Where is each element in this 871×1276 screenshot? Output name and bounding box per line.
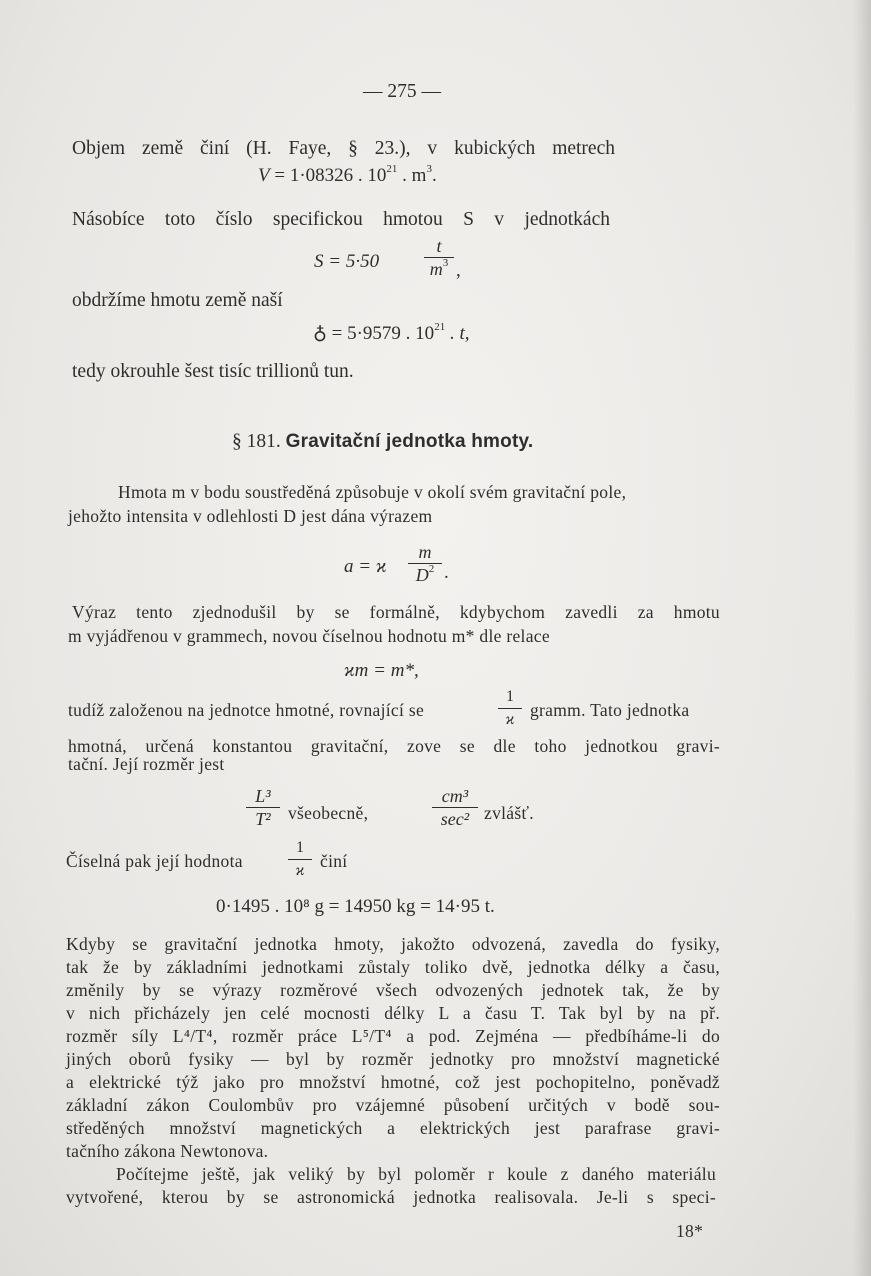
equation-volume: V = 1·08326 . $10^{21}$ . $m^3$. (258, 162, 437, 186)
text-line: Číselná pak její hodnota (66, 851, 243, 871)
text-line: Kdyby se gravitační jednotka hmoty, jakožto odvozená, zavedla do fysiky, (66, 934, 720, 954)
dimension-specific-fraction: cm³ sec² (432, 786, 478, 829)
text-line: v nich přicházely jen celé mocnosti délky L a času T. Tak byl by na př. (66, 1003, 720, 1023)
equation-density-end: , (456, 260, 461, 281)
section-number: § 181. (232, 431, 281, 452)
text-line: změnily by se výrazy rozměrové všech odvozených jednotek tak, že by (66, 980, 720, 1000)
equation-density-fraction: $\frac{t}{m^3}$ (424, 236, 454, 279)
text-line: tudíž založenou na jednotce hmotné, rovnající se (68, 700, 425, 720)
earth-symbol-icon: ♁ (313, 323, 327, 344)
equation-intensity-lhs: a = ϰ (344, 556, 387, 577)
text-line: jehožto intensita v odlehlosti D jest dána výrazem (68, 506, 433, 526)
text-line: Výraz tento zjednodušil by se formálně, kdybychom zavedli za hmotu (72, 602, 720, 622)
inline-fraction-one-over-kappa: $\frac{1}{ϰ}$ (288, 838, 312, 881)
inline-fraction-one-over-kappa: $\frac{1}{ϰ}$ (498, 687, 522, 730)
section-title: Gravitační jednotka hmoty. (285, 431, 534, 452)
text-line: základní zákon Coulombův pro vzájemné působení určitých v bodě sou- (66, 1095, 720, 1115)
text-line: vytvořené, kterou by se astronomická jednotka realisovala. Je-li s speci- (66, 1187, 716, 1207)
text-line: Počítejme ještě, jak veliký by byl poloměr r koule z daného materiálu (116, 1164, 716, 1184)
page-edge-shadow (853, 0, 871, 1276)
text-line: a elektrické týž jako pro množství hmotné, což jest pochopitelno, poněvadž (66, 1072, 720, 1092)
text-line: tedy okrouhle šest tisíc trillionů tun. (72, 361, 354, 382)
equation-intensity-fraction: $\frac{m}{D^2}$ (408, 542, 442, 585)
text-line: Objem země činí (H. Faye, § 23.), v kubických metrech (72, 138, 615, 159)
text-line: tační. Její rozměr jest (68, 754, 225, 774)
dimension-specific-label: zvlášť. (484, 803, 534, 823)
equation-relation: ϰm = m*, (344, 660, 419, 681)
dimension-general-fraction: $\frac{\text{L³}}{\text{T²}}$ (246, 786, 280, 829)
text-line: obdržíme hmotu země naší (72, 290, 283, 311)
text-line: hmotná, určená konstantou gravitační, zove se dle toho jednotkou gravi- (68, 736, 720, 756)
text-line: činí (320, 851, 348, 871)
text-line: Násobíce toto číslo specifickou hmotou S v jednotkách (72, 209, 610, 230)
text-line: středěných množství magnetických a elektrických jest parafrase gravi- (66, 1118, 720, 1138)
equation-gravitational-unit-value: 0·1495 . 10⁸ g = 14950 kg = 14·95 t. (216, 896, 495, 917)
section-heading (232, 430, 533, 454)
signature-mark: 18* (676, 1221, 704, 1241)
text-line: tačního zákona Newtonova. (66, 1141, 269, 1161)
text-line: jiných oborů fysiky — byl by rozměr jednotky pro množství magnetické (66, 1049, 720, 1069)
text-line: tak že by základními jednotkami zůstaly toliko dvě, jednotka délky a času, (66, 957, 720, 977)
equation-intensity-end: . (444, 562, 449, 583)
text-line: rozměr síly L⁴/T⁴, rozměr práce L⁵/T⁴ a pod. Zejména — předbíháme-li do (66, 1026, 720, 1046)
text-line: gramm. Tato jednotka (530, 700, 690, 720)
page-number: — 275 — (363, 81, 441, 102)
equation-earth-mass: ♁ = 5·9579 . $10^{21}$ . t, (313, 320, 470, 344)
equation-density-lhs: S = 5·50 (314, 251, 380, 272)
text-line: m vyjádřenou v grammech, novou číselnou hodnotu m* dle relace (68, 626, 550, 646)
dimension-general-label: všeobecně, (288, 803, 369, 823)
text-line: Hmota m v bodu soustředěná způsobuje v okolí svém gravitační pole, (118, 482, 627, 502)
